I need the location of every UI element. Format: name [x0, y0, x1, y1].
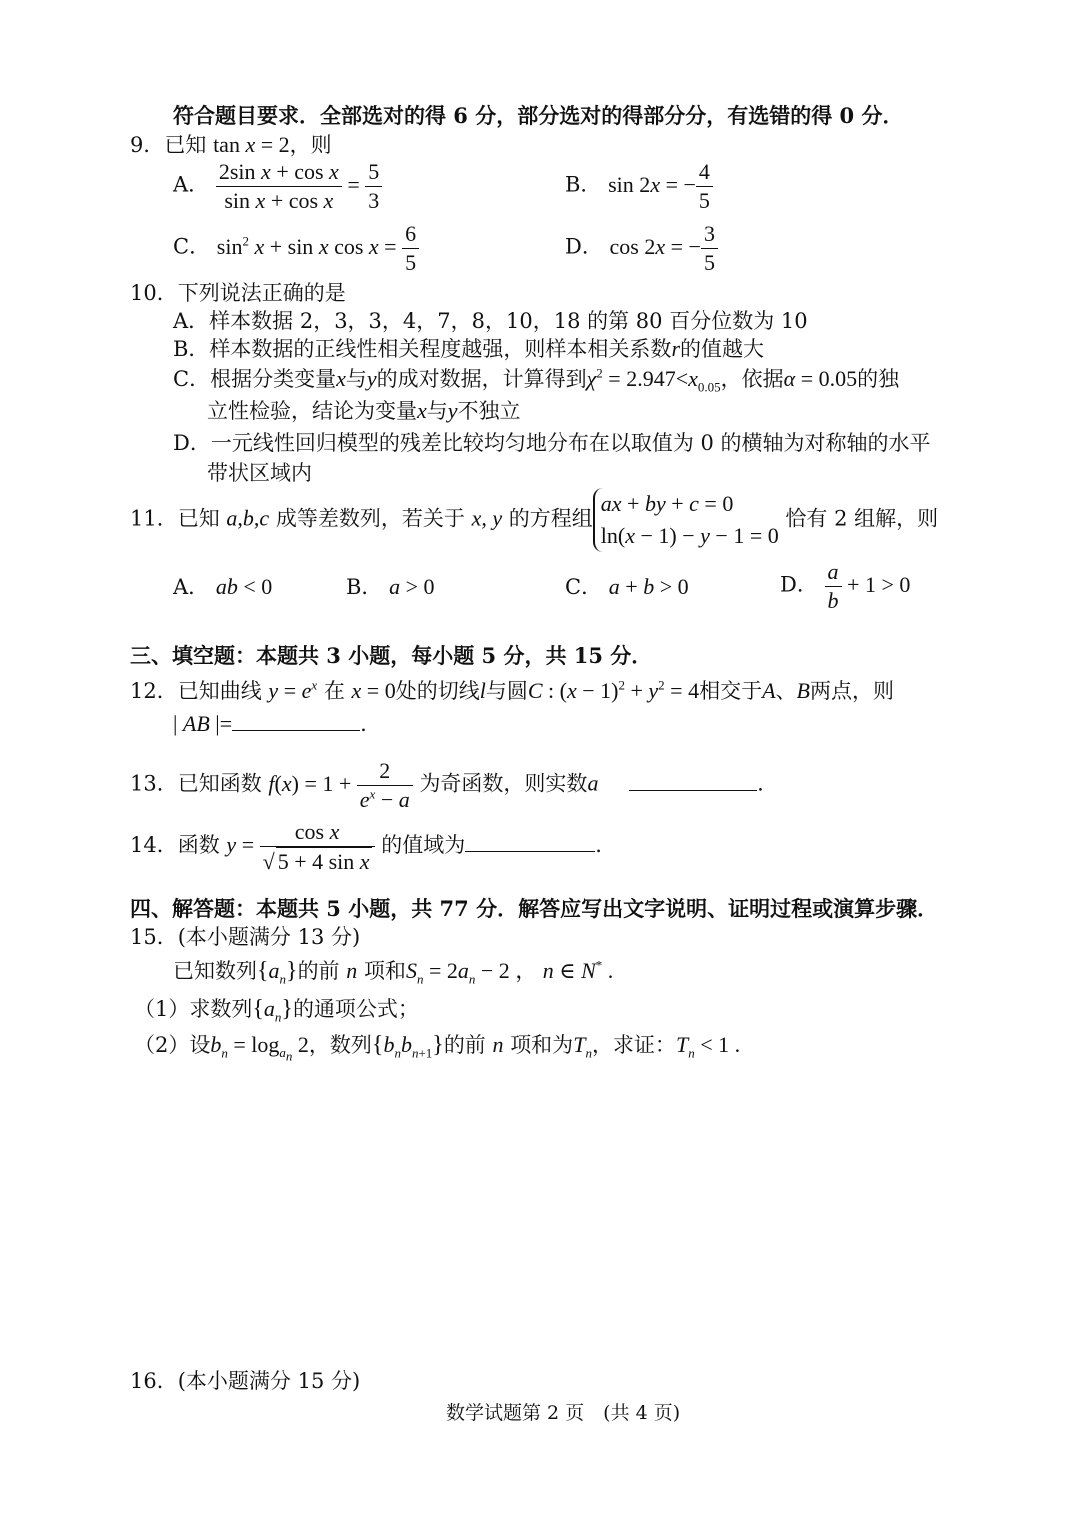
q9-option-d: D． cos 2x = − $\frac{3}{5}$ — [565, 220, 718, 277]
q11-stem-pre: 已知 — [177, 506, 220, 531]
q11-option-a: A． ab < 0 — [173, 574, 273, 599]
q9-stem-tail: ，则 — [289, 133, 332, 157]
q10-option-a: A．样本数据 2，3，3，4，7，8，10，18 的第 80 百分位数为 10 — [173, 309, 808, 333]
q15-number: 15． — [130, 925, 178, 949]
q9-number: 9． — [130, 133, 165, 157]
q12-stem-mid3: 与圆 — [485, 679, 528, 703]
q12-stem-mid5: 、 — [775, 679, 797, 703]
q9-stem: 9．已知 tan x = 2，则 — [130, 132, 332, 157]
q14-number: 14． — [130, 833, 178, 858]
q9-option-a-label: A． — [173, 172, 210, 197]
q10-option-d-line2: 带状区域内 — [207, 461, 312, 485]
q11-option-c-label: C． — [565, 575, 603, 599]
q9-option-a: A． $\frac{\text{2sin x + cos x}}{\text{sin x + cos x}}$ = $\frac{5}{3}$ — [173, 158, 382, 215]
q12-stem: 12．已知曲线 $y = e^x$ 在 x = 0处的切线l与圆C : $(x - 1)^2 + y^2 = 4$相交于A、B两点，则 — [130, 677, 894, 703]
q10-option-c-line2-pre: 立性检验，结论为变量 — [207, 399, 417, 423]
q9-stem-text: 已知 — [164, 133, 207, 157]
q11-option-c: C． a + b > 0 — [565, 574, 689, 599]
q16-number: 16． — [130, 1369, 178, 1393]
q11-equation-system: ax + by + c = 0 ln(x − 1) − y − 1 = 0 — [593, 488, 779, 552]
q11-stem-mid: 成等差数列，若关于 — [275, 506, 465, 531]
q10-option-c-mid2: ，依据 — [720, 367, 784, 391]
q10-option-b: B．样本数据的正线性相关程度越强，则样本相关系数r的值越大 — [173, 336, 764, 361]
q9-option-c: C． $\sin^2 x + \sin x$ cos x = $\frac{6}{5}$ — [173, 220, 419, 277]
q14-stem-post: 的值域为 — [381, 833, 466, 858]
q9-option-c-label: C． — [173, 234, 211, 259]
q13-stem-pre: 已知函数 — [177, 771, 262, 796]
q12-number: 12． — [130, 679, 178, 703]
q15-stem-mid2: 项和 — [363, 959, 406, 983]
q12-stem-pre: 已知曲线 — [177, 679, 262, 703]
q10-option-c-line2-post: 不独立 — [457, 399, 521, 423]
q15-part-2-mid2: 的前 — [443, 1033, 486, 1057]
q15-points: (本小题满分 13 分) — [177, 925, 361, 949]
q11-stem-post: 恰有 2 组解，则 — [785, 506, 939, 531]
q10-number: 10． — [130, 281, 178, 305]
q10-option-c-and: 与 — [345, 367, 367, 391]
q10-option-c-mid: 的成对数据，计算得到 — [376, 367, 587, 391]
q15-part-2-mid3: 项和为 — [510, 1033, 574, 1057]
q13-number: 13． — [130, 771, 178, 796]
q12-stem-mid2: 处的切线 — [395, 679, 480, 703]
section-4-heading: 四、解答题：本题共 5 小题，共 77 分．解答应写出文字说明、证明过程或演算步骤． — [130, 896, 939, 921]
q12-stem-mid4: 相交于 — [699, 679, 763, 703]
q10-option-c-line2-and: 与 — [426, 399, 448, 423]
q14-stem: 14．函数 y = $\frac{\text{cos x}}{\text{√ 5 + 4 sin x}}$ 的值域为 . — [130, 819, 602, 874]
q15-part-1-post: 的通项公式； — [292, 997, 419, 1021]
q11-option-b: B． a > 0 — [346, 574, 435, 599]
q15-stem-mid: 的前 — [297, 959, 340, 983]
q15-stem: 已知数列$\{a_n\}$的前 n 项和$S_n = 2a_n - 2$ ， n ∈ N* . — [173, 957, 614, 987]
q15-part-1-pre: （1）求数列 — [134, 997, 253, 1021]
q11-option-d: D． $\frac{a}{b}$ + 1 > 0 — [780, 559, 911, 613]
q13-stem: 13．已知函数 f(x) = 1 + $\frac{2}{e^x - a}$ 为奇函数，则实数a . — [130, 758, 764, 812]
q10-stem — [130, 278, 346, 308]
q11-option-d-label: D． — [780, 572, 818, 597]
q10-option-c-pre: C．根据分类变量 — [173, 367, 337, 391]
q12-stem-post: 两点，则 — [810, 679, 894, 703]
q11-stem: 11．已知 a,b,c 成等差数列，若关于 x, y 的方程组 ax + by + c = 0 ln(x − 1) − y − 1 = 0 恰有 2 组解，则 — [130, 488, 938, 552]
q15-part-1: （1）求数列$\{a_n\}$的通项公式； — [134, 996, 419, 1025]
q15-part-2-pre: （2）设 — [134, 1033, 211, 1057]
q15-part-2-mid: ，数列 — [308, 1033, 372, 1057]
q12-answer-blank[interactable] — [232, 708, 360, 731]
q11-stem-mid2: 的方程组 — [508, 506, 593, 531]
q14-answer-blank[interactable] — [465, 829, 595, 852]
q10-option-c-line2: 立性检验，结论为变量x与y不独立 — [207, 398, 521, 423]
q12-answer-line: | AB |= . — [173, 708, 367, 739]
q9-option-b: B． sin 2x = − $\frac{4}{5}$ — [565, 158, 713, 215]
q10-option-b-pre: B．样本数据的正线性相关程度越强，则样本相关系数 — [173, 337, 672, 361]
q15-part-2-mid4: ，求证： — [591, 1033, 676, 1057]
section-3-heading: 三、填空题：本题共 3 小题，每小题 5 分，共 15 分． — [130, 643, 653, 668]
q9-option-d-label: D． — [565, 234, 603, 259]
q14-stem-pre: 函数 — [177, 833, 220, 858]
q10-option-d: D．一元线性回归模型的残差比较均匀地分布在以取值为 0 的横轴为对称轴的水平 — [173, 431, 931, 455]
q13-answer-blank[interactable] — [629, 768, 757, 791]
q10-option-b-post: 的值越大 — [680, 337, 764, 361]
q15-stem-pre: 已知数列 — [173, 959, 257, 983]
q10-option-c: C．根据分类变量x与y的成对数据，计算得到$\chi^2 = 2.947<x_{0.05}$，依据α = 0.05的独 — [173, 365, 900, 395]
page-footer: 数学试题第 2 页 (共 4 页) — [446, 1402, 681, 1424]
q10-option-c-post: 的独 — [857, 367, 900, 391]
q11-option-b-label: B． — [346, 575, 383, 599]
q12-stem-mid: 在 — [323, 679, 345, 703]
instructions-text: 符合题目要求．全部选对的得 6 分，部分选对的得部分分，有选错的得 0 分． — [173, 103, 904, 128]
q9-option-b-label: B． — [565, 172, 602, 197]
q15-header — [130, 922, 360, 952]
q16-points: (本小题满分 15 分) — [177, 1369, 361, 1393]
q10-stem-text: 下列说法正确的是 — [177, 281, 346, 305]
q16-header — [130, 1366, 360, 1396]
q15-part-2: （2）设$b_n = \log_{a_n} 2$，数列$\{b_nb_{n+1}\}$的前 n 项和为$T_n$，求证：$T_n < 1$ . — [134, 1032, 741, 1064]
q11-option-a-label: A． — [173, 575, 210, 599]
q13-stem-post: 为奇函数，则实数 — [419, 771, 588, 796]
q11-number: 11． — [130, 506, 178, 531]
